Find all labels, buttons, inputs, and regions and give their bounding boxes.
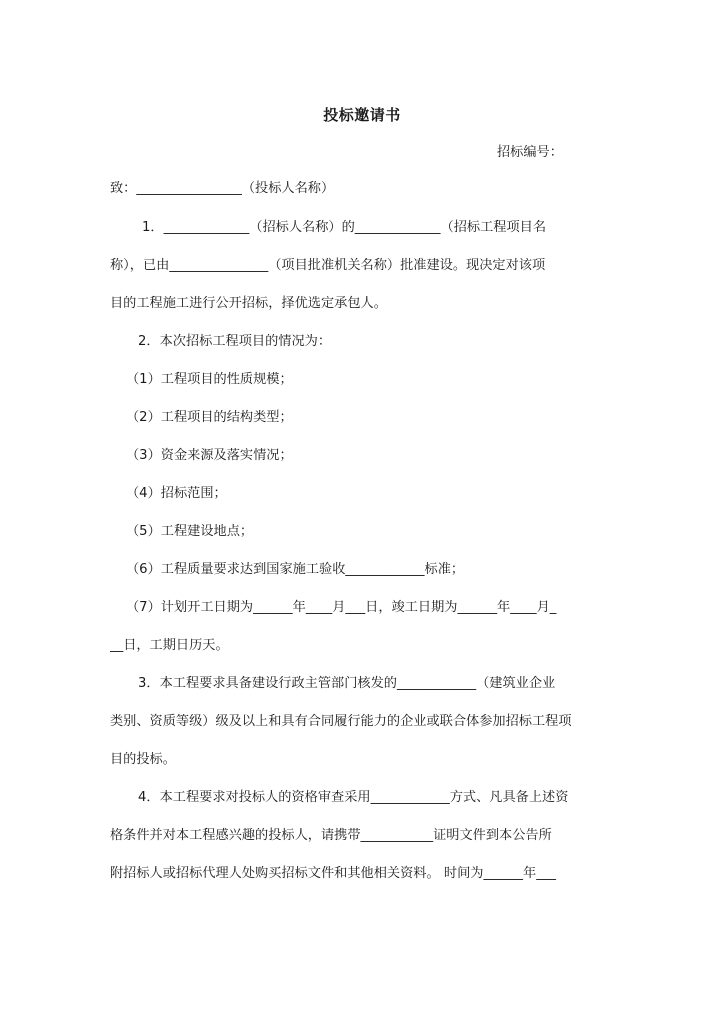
text-line: （1）工程项目的性质规模；	[126, 372, 293, 387]
bid-number-label: 招标编号：	[497, 145, 563, 160]
text-line: （5）工程建设地点；	[126, 524, 254, 539]
text-line: （7）计划开工日期为______年____月___日，竣工日期为______年____月_	[126, 600, 557, 615]
text-line: 1．_____________（招标人名称）的_____________（招标工程项目名	[142, 220, 547, 235]
text-line: （4）招标范围；	[126, 486, 227, 501]
text-line: 称），已由_______________（项目批准机关名称）批准建设。现决定对该项	[110, 258, 546, 273]
text-line: 4．本工程要求对投标人的资格审查采用____________方式、凡具备上述资	[138, 790, 569, 805]
text-line: 3．本工程要求具备建设行政主管部门核发的____________（建筑业企业	[138, 676, 556, 691]
text-line: 2．本次招标工程项目的情况为：	[138, 334, 332, 349]
text-line: 格条件并对本工程感兴趣的投标人，请携带___________证明文件到本公告所	[110, 828, 552, 843]
text-line: （2）工程项目的结构类型；	[126, 410, 293, 425]
text-line: 附招标人或招标代理人处购买招标文件和其他相关资料。 时间为______年___	[110, 866, 556, 881]
text-line: （6）工程质量要求达到国家施工验收____________标准；	[126, 562, 465, 577]
text-line: 目的投标。	[110, 752, 176, 767]
text-line: 目的工程施工进行公开招标，择优选定承包人。	[110, 296, 387, 311]
document-title: 投标邀请书	[323, 106, 401, 124]
text-line: 类别、资质等级）级及以上和具有合同履行能力的企业或联合体参加招标工程项	[110, 714, 572, 729]
text-line: __日，工期日历天。	[110, 638, 229, 653]
text-line: （3）资金来源及落实情况；	[126, 448, 293, 463]
text-line: 致：________________（投标人名称）	[110, 181, 335, 196]
